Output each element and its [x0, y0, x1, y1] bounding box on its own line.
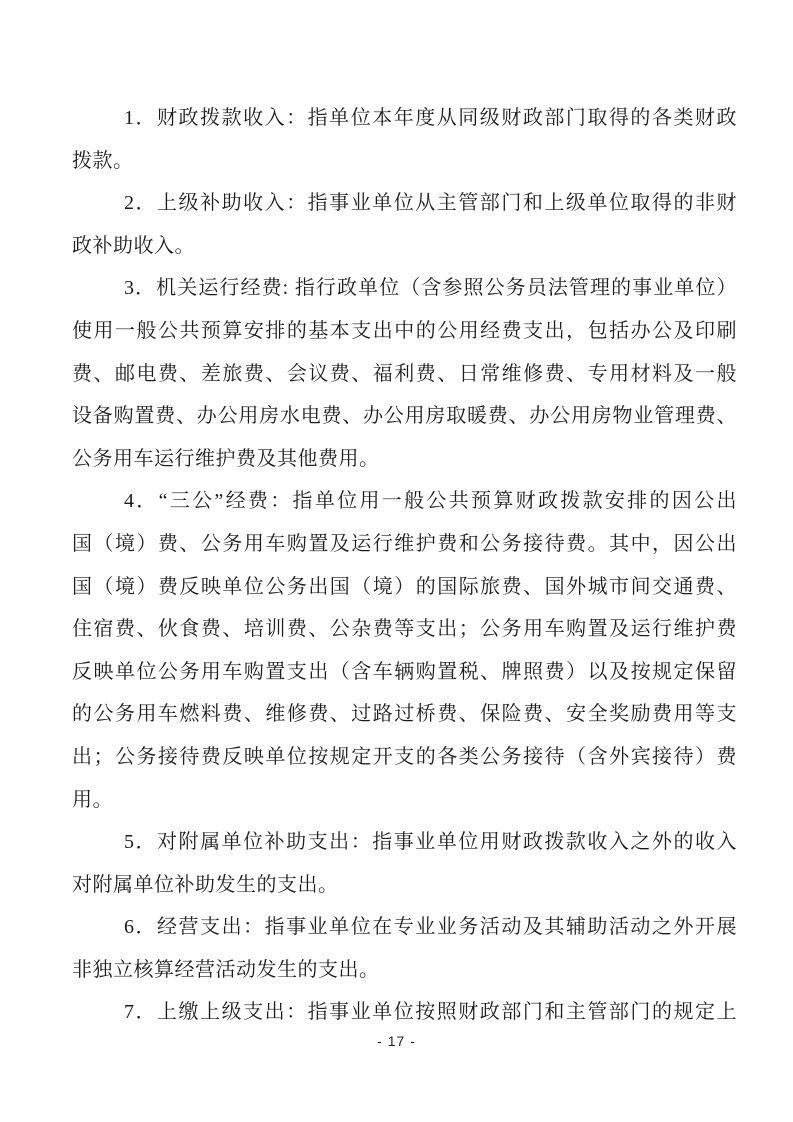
text-line: 3．机关运行经费: 指行政单位（含参照公务员法管理的事业单位）	[124, 277, 737, 300]
text-line: 政补助收入。	[72, 234, 195, 257]
text-line: 2．上级补助收入：指事业单位从主管部门和上级单位取得的非财	[124, 192, 737, 215]
text-line: 使用一般公共预算安排的基本支出中的公用经费支出，包括办公及印刷	[72, 319, 737, 342]
text-line: 拨款。	[72, 149, 134, 172]
text-line: 对附属单位补助发生的支出。	[72, 873, 339, 896]
text-line: 7．上缴上级支出：指事业单位按照财政部门和主管部门的规定上	[124, 1001, 737, 1024]
text-line: 设备购置费、办公用房水电费、办公用房取暖费、办公用房物业管理费、	[72, 405, 737, 428]
text-line: 费、邮电费、差旅费、会议费、福利费、日常维修费、专用材料及一般	[72, 362, 737, 385]
text-line: 国（境）费、公务用车购置及运行维护费和公务接待费。其中，因公出	[72, 532, 737, 555]
text-line: 出；公务接待费反映单位按规定开支的各类公务接待（含外宾接待）费	[72, 745, 737, 768]
text-line: 反映单位公务用车购置支出（含车辆购置税、牌照费）以及按规定保留	[72, 660, 737, 683]
text-line: 国（境）费反映单位公务出国（境）的国际旅费、国外城市间交通费、	[72, 575, 737, 598]
text-line: 公务用车运行维护费及其他费用。	[72, 447, 380, 470]
text-line: 住宿费、伙食费、培训费、公杂费等支出；公务用车购置及运行维护费	[72, 618, 737, 641]
text-line: 非独立核算经营活动发生的支出。	[72, 958, 380, 981]
page-number: - 17 -	[377, 1033, 416, 1049]
text-line: 5．对附属单位补助支出：指事业单位用财政拨款收入之外的收入	[124, 831, 737, 854]
text-line: 6．经营支出：指事业单位在专业业务活动及其辅助活动之外开展	[124, 916, 737, 939]
document-text-block	[72, 97, 737, 1034]
text-line: 1．财政拨款收入：指单位本年度从同级财政部门取得的各类财政	[124, 107, 737, 129]
text-line: 的公务用车燃料费、维修费、过路过桥费、保险费、安全奖励费用等支	[72, 703, 737, 726]
text-line: 用。	[72, 788, 113, 811]
text-line: 4．“三公”经费：指单位用一般公共预算财政拨款安排的因公出	[124, 490, 737, 513]
